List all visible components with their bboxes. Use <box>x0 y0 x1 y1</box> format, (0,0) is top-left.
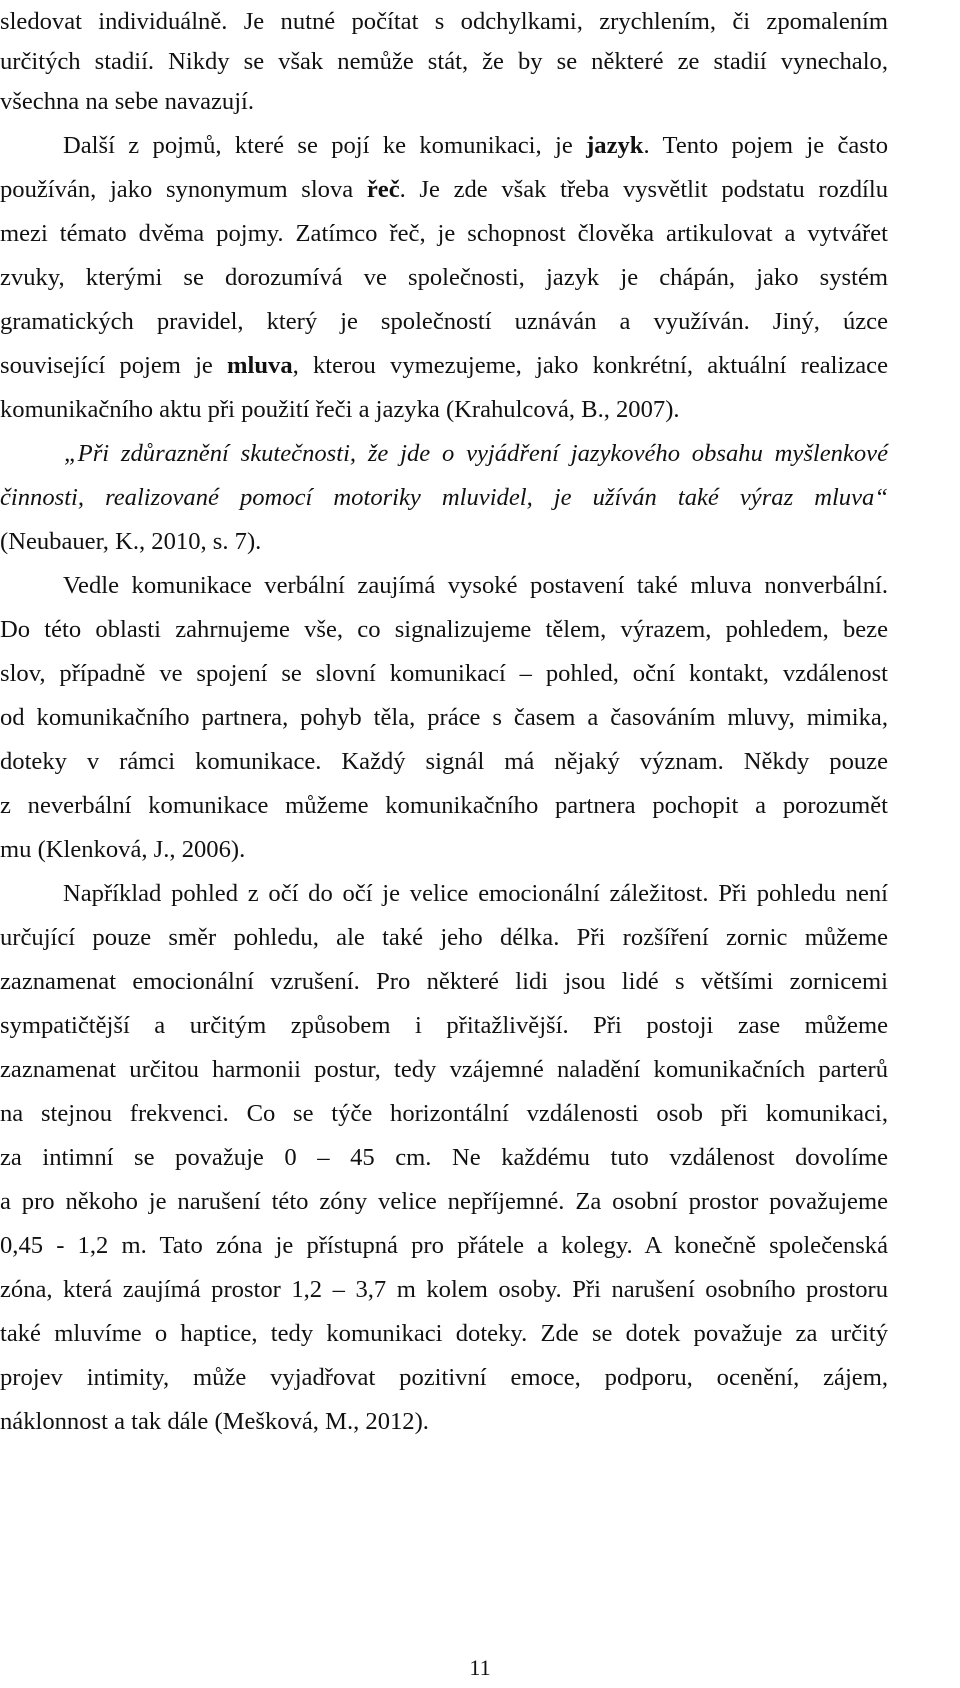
text-line: komunikačního aktu při použití řeči a jazyka (Krahulcová, B., 2007). <box>0 396 680 423</box>
text-line: projev intimity, může vyjadřovat pozitivní emoce, podporu, ocenění, zájem, <box>0 1364 888 1391</box>
text-line <box>0 344 960 388</box>
text-line: určitých stadií. Nikdy se však nemůže stát, že by se některé ze stadií vynechalo, <box>0 48 888 75</box>
text-line: gramatických pravidel, který je společností uznáván a využíván. Jiný, úzce <box>0 308 888 335</box>
text-line <box>0 124 960 168</box>
text-line: Do této oblasti zahrnujeme vše, co signalizujeme tělem, výrazem, pohledem, beze <box>0 616 888 643</box>
text-line: doteky v rámci komunikace. Každý signál má nějaký význam. Někdy pouze <box>0 748 888 775</box>
text-line: náklonnost a tak dále (Mešková, M., 2012). <box>0 1408 429 1435</box>
text-run: Další z pojmů, které se pojí ke komunikaci, je <box>63 132 587 159</box>
text-run: používán, jako synonymum slova <box>0 176 367 203</box>
text-line: Například pohled z očí do očí je velice emocionální záležitost. Při pohledu není <box>63 880 888 907</box>
text-line: zaznamenat určitou harmonii postur, tedy vzájemné naladění komunikačních parterů <box>0 1056 888 1083</box>
text-line: zvuky, kterými se dorozumívá ve společnosti, jazyk je chápán, jako systém <box>0 264 888 291</box>
term-rec: řeč <box>366 176 400 203</box>
text-line: sledovat individuálně. Je nutné počítat s odchylkami, zrychlením, či zpomalením <box>0 8 888 35</box>
text-line: slov, případně ve spojení se slovní komunikací – pohled, oční kontakt, vzdálenost <box>0 660 888 687</box>
text-line: také mluvíme o haptice, tedy komunikaci doteky. Zde se dotek považuje za určitý <box>0 1320 888 1347</box>
text-run: , kterou vymezujeme, jako konkrétní, aktuální realizace <box>292 352 888 379</box>
term-mluva: mluva <box>227 352 293 379</box>
text-line: a pro někoho je narušení této zóny velice nepříjemné. Za osobní prostor považujeme <box>0 1188 888 1215</box>
page-number: 11 <box>469 1655 491 1680</box>
quote-line: činnosti, realizované pomocí motoriky mluvidel, je užíván také výraz mluva“ <box>0 484 888 511</box>
text-run: související pojem je <box>0 352 228 379</box>
text-line: na stejnou frekvenci. Co se týče horizontální vzdálenosti osob při komunikaci, <box>0 1100 888 1127</box>
text-line: 0,45 - 1,2 m. Tato zóna je přístupná pro přátele a kolegy. A konečně společenská <box>0 1232 888 1259</box>
text-line: všechna na sebe navazují. <box>0 88 255 115</box>
text-line: od komunikačního partnera, pohyb těla, práce s časem a časováním mluvy, mimika, <box>0 704 888 731</box>
term-jazyk: jazyk <box>586 132 644 159</box>
text-line: z neverbální komunikace můžeme komunikačního partnera pochopit a porozumět <box>0 792 888 819</box>
text-line: Vedle komunikace verbální zaujímá vysoké postavení také mluva nonverbální. <box>63 572 888 599</box>
text-line: sympatičtější a určitým způsobem i přitažlivější. Při postoji zase můžeme <box>0 1012 888 1039</box>
text-line: zaznamenat emocionální vzrušení. Pro některé lidi jsou lidé s většími zornicemi <box>0 968 888 995</box>
text-line: zóna, která zaujímá prostor 1,2 – 3,7 m kolem osoby. Při narušení osobního prostoru <box>0 1276 888 1303</box>
quote-line: „Při zdůraznění skutečnosti, že jde o vyjádření jazykového obsahu myšlenkové <box>64 440 888 467</box>
text-run: . Tento pojem je často <box>643 132 888 159</box>
text-line: za intimní se považuje 0 – 45 cm. Ne každému tuto vzdálenost dovolíme <box>0 1144 888 1171</box>
quote-citation: (Neubauer, K., 2010, s. 7). <box>0 528 262 555</box>
text-line <box>0 168 960 212</box>
text-line: určující pouze směr pohledu, ale také jeho délka. Při rozšíření zornic můžeme <box>0 924 888 951</box>
text-line: mu (Klenková, J., 2006). <box>0 836 246 863</box>
text-run: . Je zde však třeba vysvětlit podstatu rozdílu <box>399 176 889 203</box>
text-line: mezi témato dvěma pojmy. Zatímco řeč, je schopnost člověka artikulovat a vytvářet <box>0 220 888 247</box>
